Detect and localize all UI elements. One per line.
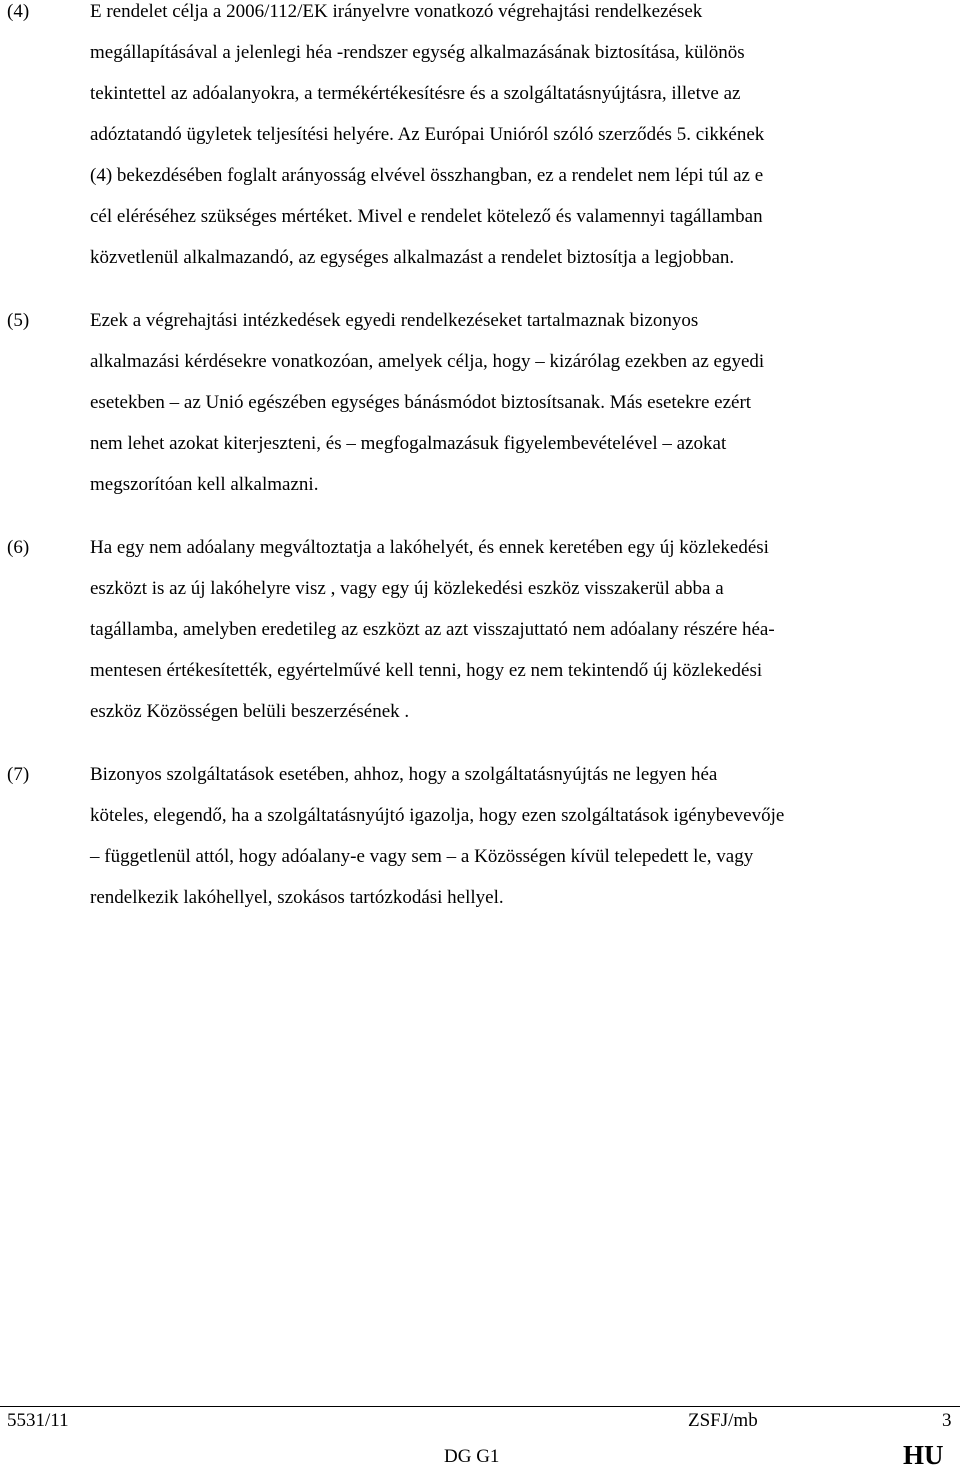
paragraph-line: Ha egy nem adóalany megváltoztatja a lakóhelyét, és ennek keretében egy új közlekedési xyxy=(90,537,769,558)
paragraph-line: tekintettel az adóalanyokra, a termékértékesítésre és a szolgáltatásnyújtásra, illetve az xyxy=(90,83,741,104)
paragraph-line: mentesen értékesítették, egyértelművé kell tenni, hogy ez nem tekintendő új közlekedési xyxy=(90,660,763,681)
paragraph-line: megszorítóan kell alkalmazni. xyxy=(90,474,319,495)
paragraph-line: (4) bekezdésében foglalt arányosság elvével összhangban, ez a rendelet nem lépi túl az e xyxy=(90,165,764,186)
paragraph-line: Bizonyos szolgáltatások esetében, ahhoz, hogy a szolgáltatásnyújtás ne legyen héa xyxy=(90,764,718,785)
paragraph-line: eszköz Közösségen belüli beszerzésének . xyxy=(90,701,410,722)
paragraph-number: (4) xyxy=(7,1,30,22)
paragraph-line: köteles, elegendő, ha a szolgáltatásnyújtó igazolja, hogy ezen szolgáltatások igénybevevője xyxy=(90,805,785,826)
paragraph-line: esetekben – az Unió egészében egységes bánásmódot biztosítsanak. Más esetekre ezért xyxy=(90,392,752,413)
directorate-code: DG G1 xyxy=(444,1446,500,1467)
paragraph-line: cél eléréséhez szükséges mértéket. Mivel e rendelet kötelező és valamennyi tagállamban xyxy=(90,206,763,227)
paragraph-line: rendelkezik lakóhellyel, szokásos tartózkodási hellyel. xyxy=(90,887,504,908)
language-code: HU xyxy=(903,1440,944,1470)
document-reference: 5531/11 xyxy=(7,1410,69,1431)
paragraph-line: – függetlenül attól, hogy adóalany-e vagy sem – a Közösségen kívül telepedett le, vagy xyxy=(90,846,754,867)
paragraph-line: E rendelet célja a 2006/112/EK irányelvre vonatkozó végrehajtási rendelkezések xyxy=(90,1,703,22)
paragraph-line: megállapításával a jelenlegi héa -rendszer egység alkalmazásának biztosítása, különös xyxy=(90,42,745,63)
paragraph-line: adóztatandó ügyletek teljesítési helyére. Az Európai Unióról szóló szerződés 5. cikkének xyxy=(90,124,765,145)
paragraph-line: tagállamba, amelyben eredetileg az eszközt az azt visszajuttató nem adóalany részére héa- xyxy=(90,619,775,640)
paragraph-line: eszközt is az új lakóhelyre visz , vagy egy új közlekedési eszköz visszakerül abba a xyxy=(90,578,724,599)
paragraph-number: (6) xyxy=(7,537,30,558)
paragraph-number: (7) xyxy=(7,764,30,785)
paragraph-number: (5) xyxy=(7,310,30,331)
author-initials: ZSFJ/mb xyxy=(688,1410,758,1431)
paragraph-line: nem lehet azokat kiterjeszteni, és – megfogalmazásuk figyelembevételével – azokat xyxy=(90,433,727,454)
paragraph-line: alkalmazási kérdésekre vonatkozóan, amelyek célja, hogy – kizárólag ezekben az egyedi xyxy=(90,351,765,372)
footer-divider xyxy=(0,1406,960,1407)
page-number: 3 xyxy=(942,1410,952,1431)
paragraph-line: közvetlenül alkalmazandó, az egységes alkalmazást a rendelet biztosítja a legjobban. xyxy=(90,247,735,268)
paragraph-line: Ezek a végrehajtási intézkedések egyedi rendelkezéseket tartalmaznak bizonyos xyxy=(90,310,699,331)
